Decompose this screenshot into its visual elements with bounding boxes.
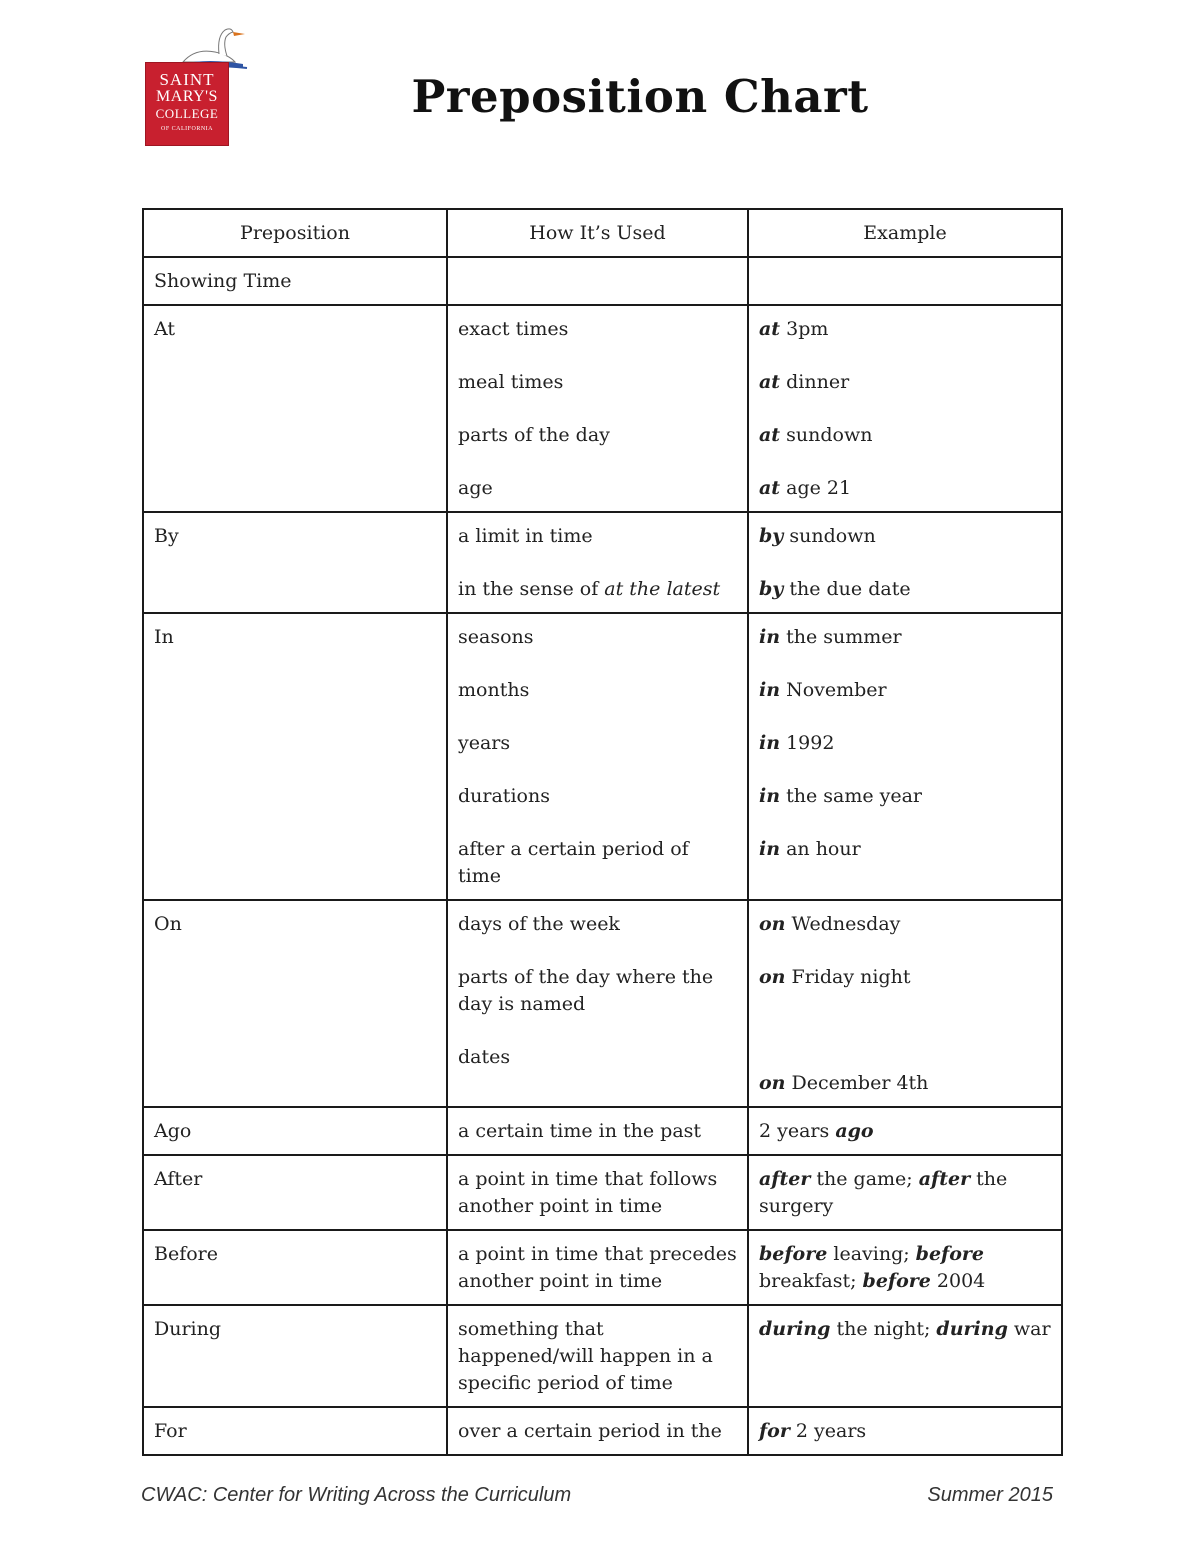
preposition-emphasis: on [759,913,786,935]
example-cell [748,512,1062,613]
preposition-emphasis: in [759,785,781,807]
usage-item: over a certain period in the [458,1420,722,1442]
preposition-cell: During [143,1305,447,1407]
preposition-emphasis: in [759,732,781,754]
example-text-segment: sundown [780,424,873,446]
preposition-emphasis: for [759,1420,790,1442]
usage-cell [447,1407,748,1455]
section-empty-cell [748,257,1062,305]
example-text-segment: 3pm [780,318,829,340]
example-cell [748,1107,1062,1155]
preposition-emphasis: at [759,477,781,499]
table-row [143,1230,1062,1305]
example-item [759,369,1051,396]
table-row [143,1407,1062,1455]
example-cell [748,900,1062,1107]
usage-item: a point in time that follows another point in time [458,1168,718,1217]
preposition-table [142,208,1063,1456]
section-label: Showing Time [143,257,447,305]
example-text-segment: December 4th [785,1072,929,1094]
example-text-segment: the night; [830,1318,937,1340]
usage-item: meal times [458,371,564,393]
example-text-segment: 1992 [780,732,835,754]
example-item [759,1316,1051,1343]
table-body [143,257,1062,1455]
usage-item: exact times [458,318,569,340]
example-cell [748,1230,1062,1305]
example-text-segment: the summer [780,626,902,648]
usage-cell [447,1155,748,1230]
usage-item: after a certain period of time [458,838,689,887]
usage-item: years [458,732,511,754]
preposition-cell: After [143,1155,447,1230]
example-item [759,523,1051,550]
preposition-emphasis: in [759,679,781,701]
preposition-cell: Before [143,1230,447,1305]
section-row [143,257,1062,305]
table-row [143,305,1062,512]
example-item [759,1070,1051,1097]
example-text-segment: sundown [783,525,876,547]
example-cell [748,1155,1062,1230]
logo-line-2: MARY'S [156,88,218,105]
logo-line-4: OF CALIFORNIA [160,126,213,132]
preposition-emphasis: after [918,1168,971,1190]
example-text-segment: Friday night [785,966,911,988]
table-row [143,613,1062,900]
preposition-emphasis: by [759,525,784,547]
example-item [759,1418,1051,1445]
example-item [759,677,1051,704]
table-header-row [143,209,1062,257]
usage-text-segment: a limit in time [458,525,593,547]
header-example: Example [748,209,1062,257]
example-text-segment: dinner [780,371,850,393]
preposition-emphasis: in [759,626,781,648]
example-item [759,1118,1051,1145]
section-empty-cell [447,257,748,305]
example-item [759,1241,1051,1295]
usage-cell [447,1107,748,1155]
preposition-emphasis: in [759,838,781,860]
example-text-segment: war [1007,1318,1051,1340]
example-text-segment: November [780,679,887,701]
example-item [759,911,1051,938]
usage-item: age [458,477,493,499]
preposition-cell: Ago [143,1107,447,1155]
usage-text-segment: at the latest [604,578,721,600]
usage-item: durations [458,785,550,807]
example-text-segment: breakfast; [759,1270,863,1292]
usage-item: months [458,679,530,701]
usage-cell [447,613,748,900]
example-item [759,1166,1051,1220]
example-text-segment: Wednesday [785,913,901,935]
example-item [759,836,1051,863]
preposition-emphasis: on [759,966,786,988]
example-cell [748,305,1062,512]
example-text-segment: the due date [783,578,911,600]
example-text-segment: the surgery [759,1168,1008,1217]
preposition-emphasis: ago [835,1120,874,1142]
header-how-used: How It’s Used [447,209,748,257]
example-text-segment: the same year [780,785,923,807]
example-text-segment: 2 years [789,1420,867,1442]
preposition-cell: For [143,1407,447,1455]
table-row [143,1305,1062,1407]
usage-item: parts of the day [458,424,610,446]
example-item [759,964,1051,1044]
usage-item: something that happened/will happen in a specific period of time [458,1318,713,1394]
footer-organization: CWAC: Center for Writing Across the Curriculum [141,1484,572,1506]
example-text-segment: age 21 [780,477,852,499]
table-row [143,1155,1062,1230]
usage-text-segment: in the sense of [458,578,605,600]
preposition-emphasis: at [759,424,781,446]
usage-item [458,576,737,603]
page-title: Preposition Chart [411,70,869,123]
preposition-emphasis: before [915,1243,984,1265]
preposition-cell: At [143,305,447,512]
usage-item [458,523,737,550]
preposition-emphasis: during [936,1318,1008,1340]
example-item [759,783,1051,810]
usage-item: days of the week [458,913,620,935]
preposition-emphasis: before [862,1270,931,1292]
example-cell [748,1305,1062,1407]
example-text-segment: 2 years [759,1120,836,1142]
usage-item: dates [458,1046,511,1068]
usage-item: a certain time in the past [458,1120,702,1142]
usage-cell [447,900,748,1107]
preposition-emphasis: at [759,318,781,340]
table-row [143,1107,1062,1155]
example-item [759,576,1051,603]
preposition-cell: On [143,900,447,1107]
preposition-emphasis: before [759,1243,828,1265]
example-item [759,730,1051,757]
example-item [759,624,1051,651]
preposition-emphasis: by [759,578,784,600]
example-text-segment: 2004 [930,1270,986,1292]
example-cell [748,1407,1062,1455]
usage-item: seasons [458,626,534,648]
usage-cell [447,305,748,512]
example-item [759,475,1051,502]
example-text-segment: leaving; [827,1243,916,1265]
usage-cell [447,1230,748,1305]
example-item [759,422,1051,449]
usage-cell [447,1305,748,1407]
preposition-emphasis: at [759,371,781,393]
logo-line-1: SAINT [159,70,215,89]
usage-cell [447,512,748,613]
footer-date: Summer 2015 [927,1484,1053,1506]
preposition-cell: By [143,512,447,613]
table-row [143,900,1062,1107]
preposition-emphasis: after [759,1168,811,1190]
example-item [759,316,1051,343]
preposition-emphasis: on [759,1072,786,1094]
example-text-segment: the game; [810,1168,919,1190]
example-text-segment: an hour [780,838,861,860]
preposition-emphasis: during [759,1318,831,1340]
example-cell [748,613,1062,900]
preposition-cell: In [143,613,447,900]
table-row [143,512,1062,613]
logo-line-3: COLLEGE [155,106,219,121]
usage-item: parts of the day where the day is named [458,966,714,1015]
header-preposition: Preposition [143,209,447,257]
usage-item: a point in time that precedes another point in time [458,1243,737,1292]
